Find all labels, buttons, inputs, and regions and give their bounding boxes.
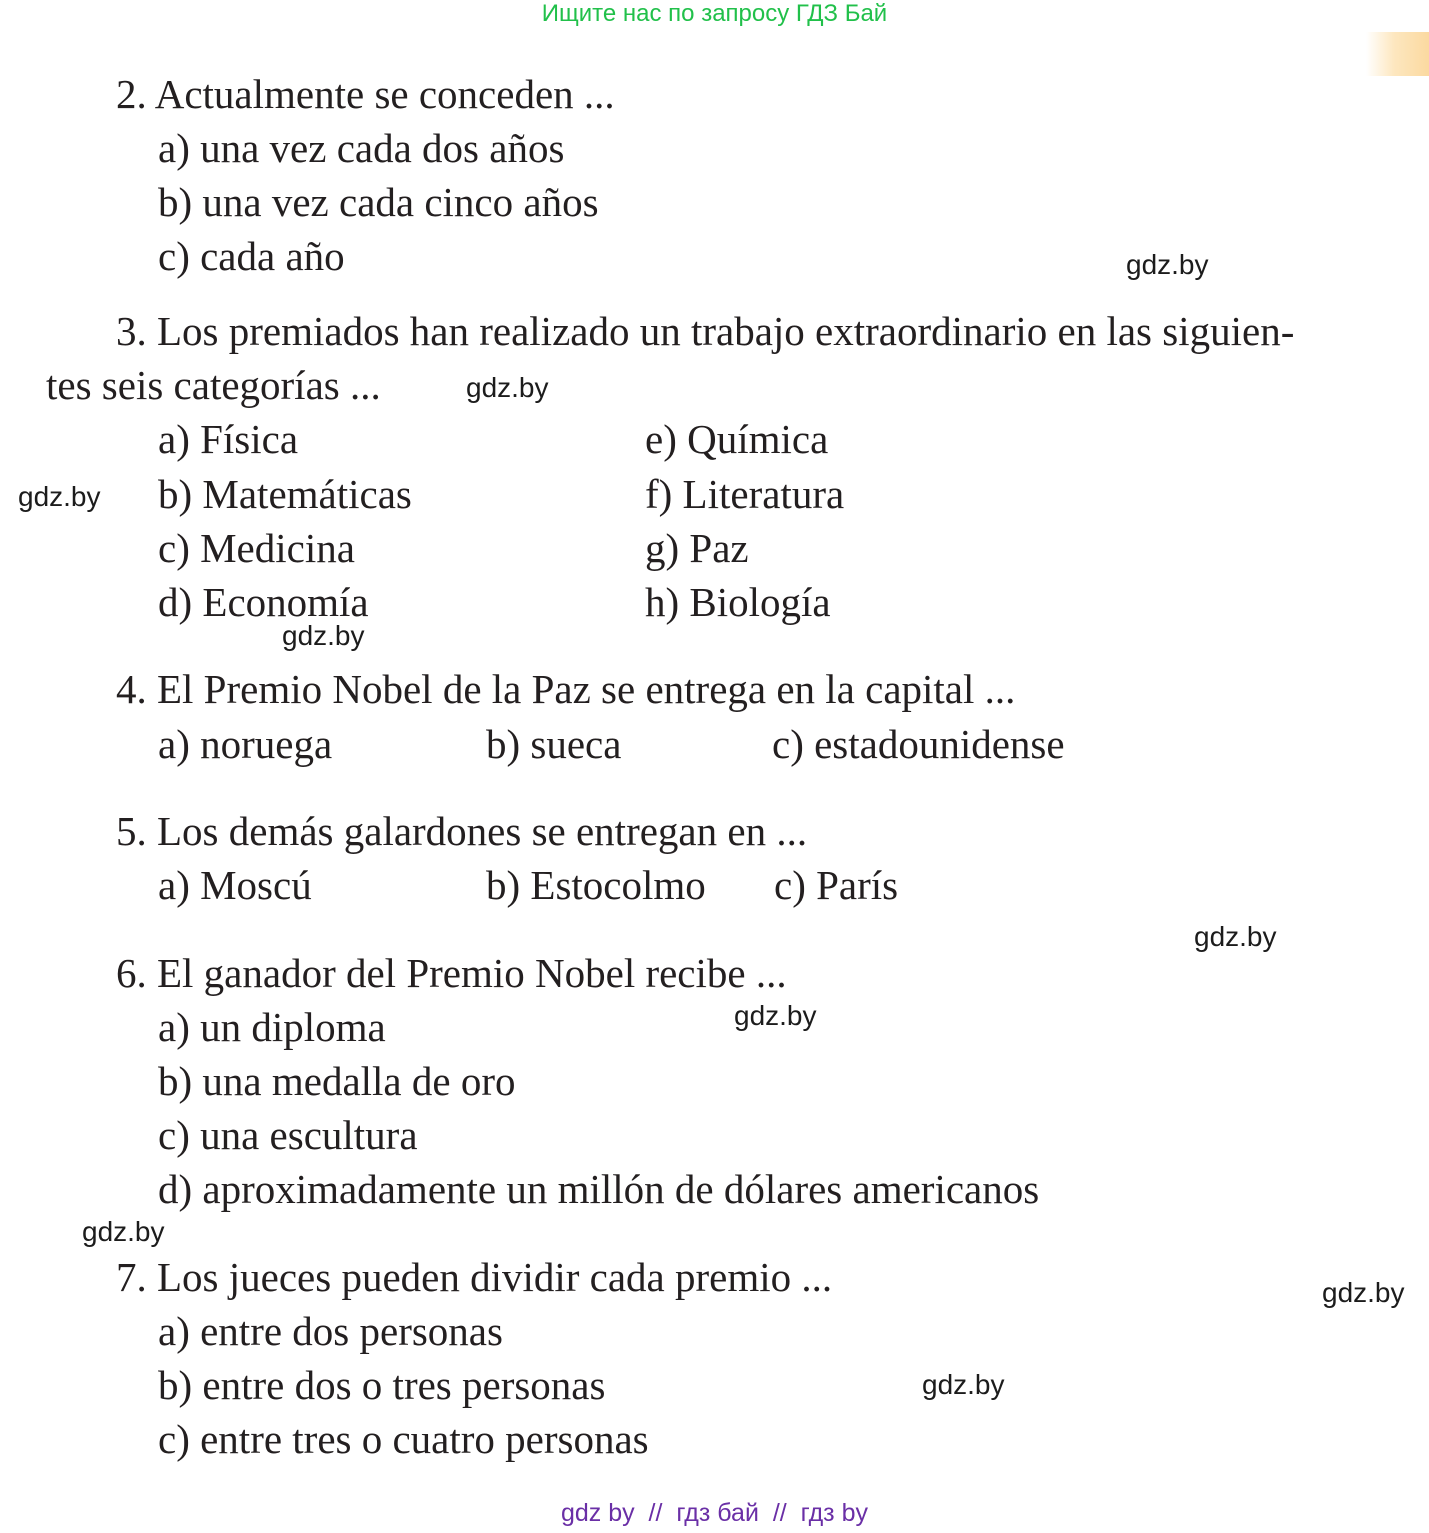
watermark: gdz.by: [1194, 921, 1277, 952]
question-7-option-a: a) entre dos personas: [158, 1308, 503, 1354]
question-2-stem: 2. Actualmente se conceden ...: [116, 71, 615, 117]
question-7-stem: 7. Los jueces pueden dividir cada premio ...: [116, 1254, 833, 1300]
watermark: gdz.by: [734, 1000, 817, 1031]
question-4-stem: 4. El Premio Nobel de la Paz se entrega en la capital ...: [116, 666, 1016, 712]
watermark: gdz.by: [922, 1369, 1005, 1400]
watermark: gdz.by: [82, 1216, 165, 1247]
corner-decoration: [1366, 32, 1429, 76]
question-7-option-b: b) entre dos o tres personas: [158, 1362, 606, 1408]
question-5-option-b: b) Estocolmo: [486, 862, 706, 908]
question-3-option-f: f) Literatura: [645, 471, 845, 517]
question-6-option-d: d) aproximadamente un millón de dólares americanos: [158, 1166, 1040, 1212]
watermark: gdz.by: [1126, 249, 1209, 280]
footer-links: gdz by // гдз бай // гдз by: [560, 1499, 868, 1527]
question-3-option-b: b) Matemáticas: [158, 471, 412, 517]
watermark: gdz.by: [466, 372, 549, 403]
question-3-option-d: d) Economía: [158, 579, 369, 625]
question-3-stem-line2: tes seis categorías ...: [46, 362, 381, 408]
question-5-option-a: a) Moscú: [158, 862, 312, 908]
question-6-option-b: b) una medalla de oro: [158, 1058, 516, 1104]
question-4-option-c: c) estadounidense: [772, 721, 1065, 767]
question-2-option-b: b) una vez cada cinco años: [158, 179, 599, 225]
question-7-option-c: c) entre tres o cuatro personas: [158, 1416, 649, 1462]
top-banner: Ищите нас по запросу ГДЗ Бай: [541, 0, 888, 27]
question-3-option-g: g) Paz: [645, 525, 749, 571]
question-4-option-a: a) noruega: [158, 721, 333, 767]
question-3-stem-line1: 3. Los premiados han realizado un trabajo extraordinario en las siguien-: [116, 308, 1295, 354]
question-2-option-c: c) cada año: [158, 233, 345, 279]
question-5-option-c: c) París: [774, 862, 899, 908]
question-3-option-a: a) Física: [158, 416, 299, 462]
question-4-option-b: b) sueca: [486, 721, 622, 767]
question-6-option-a: a) un diploma: [158, 1004, 386, 1050]
question-6-stem: 6. El ganador del Premio Nobel recibe ...: [116, 950, 787, 996]
question-2-option-a: a) una vez cada dos años: [158, 125, 565, 171]
watermark: gdz.by: [282, 620, 365, 651]
question-3-option-e: e) Química: [645, 416, 829, 462]
question-6-option-c: c) una escultura: [158, 1112, 418, 1158]
question-5-stem: 5. Los demás galardones se entregan en ...: [116, 808, 808, 854]
watermark: gdz.by: [1322, 1277, 1405, 1308]
watermark: gdz.by: [18, 481, 101, 512]
question-3-option-c: c) Medicina: [158, 525, 355, 571]
question-3-option-h: h) Biología: [645, 579, 831, 625]
